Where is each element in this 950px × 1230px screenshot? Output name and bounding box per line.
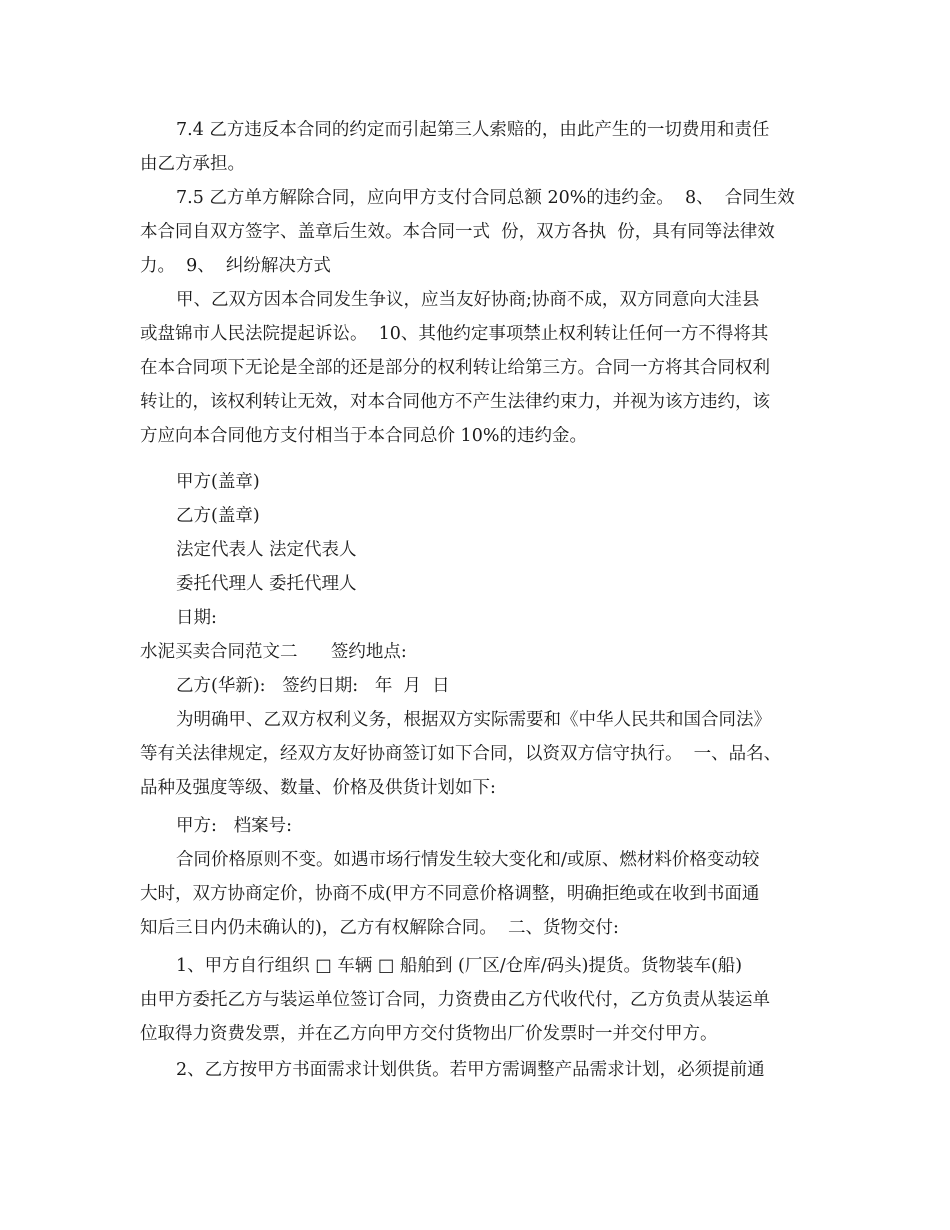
legal-representative: 法定代表人 法定代表人 (176, 540, 357, 560)
text-line: 等有关法律规定，经双方友好协商签订如下合同，以资双方信守执行。 一、品名、 (140, 744, 782, 764)
contract-title-line: 水泥买卖合同范文二 签约地点: (140, 642, 407, 662)
text-line: 1、甲方自行组织 □ 车辆 □ 船舶到 (厂区/仓库/码头)提货。货物装车(船) (176, 956, 743, 976)
text-line: 方应向本合同他方支付相当于本合同总价 10%的违约金。 (140, 426, 587, 446)
text-line: 品种及强度等级、数量、价格及供货计划如下: (140, 778, 496, 798)
text-line: 在本合同项下无论是全部的还是部分的权利转让给第三方。合同一方将其合同权利 (140, 358, 770, 378)
text-line: 为明确甲、乙双方权利义务，根据双方实际需要和《中华人民共和国合同法》 (176, 710, 771, 730)
text-line: 7.5 乙方单方解除合同，应向甲方支付合同总额 20%的违约金。 8、 合同生效 (176, 188, 795, 208)
text-line: 力。 9、 纠纷解决方式 (140, 256, 331, 276)
text-line: 或盘锦市人民法院提起诉讼。 10、其他约定事项禁止权利转让任何一方不得将其 (140, 324, 769, 344)
text-line: 本合同自双方签字、盖章后生效。本合同一式 份，双方各执 份，具有同等法律效 (140, 222, 775, 242)
party-b-line: 乙方(华新): 签约日期: 年 月 日 (176, 676, 450, 696)
text-line: 由乙方承担。 (140, 154, 245, 174)
authorized-agent: 委托代理人 委托代理人 (176, 574, 357, 594)
date-line: 日期: (176, 608, 217, 628)
text-line: 甲、乙双方因本合同发生争议，应当友好协商;协商不成，双方同意向大洼县 (176, 290, 760, 310)
signature-party-b: 乙方(盖章) (176, 506, 260, 526)
text-line: 7.4 乙方违反本合同的约定而引起第三人索赔的，由此产生的一切费用和责任 (176, 120, 770, 140)
party-a-line: 甲方: 档案号: (176, 816, 292, 836)
text-line: 由甲方委托乙方与装运单位签订合同，力资费由乙方代收代付，乙方负责从装运单 (140, 990, 770, 1010)
signature-party-a: 甲方(盖章) (176, 472, 260, 492)
text-line: 位取得力资费发票，并在乙方向甲方交付货物出厂价发票时一并交付甲方。 (140, 1024, 718, 1044)
text-line: 大时，双方协商定价，协商不成(甲方不同意价格调整，明确拒绝或在收到书面通 (140, 884, 760, 904)
text-line: 合同价格原则不变。如遇市场行情发生较大变化和/或原、燃材料价格变动较 (176, 850, 760, 870)
text-line: 2、乙方按甲方书面需求计划供货。若甲方需调整产品需求计划，必须提前通 (176, 1060, 765, 1080)
text-line: 转让的，该权利转让无效，对本合同他方不产生法律约束力，并视为该方违约，该 (140, 392, 770, 412)
text-line: 知后三日内仍未确认的)，乙方有权解除合同。 二、货物交付: (140, 918, 619, 938)
